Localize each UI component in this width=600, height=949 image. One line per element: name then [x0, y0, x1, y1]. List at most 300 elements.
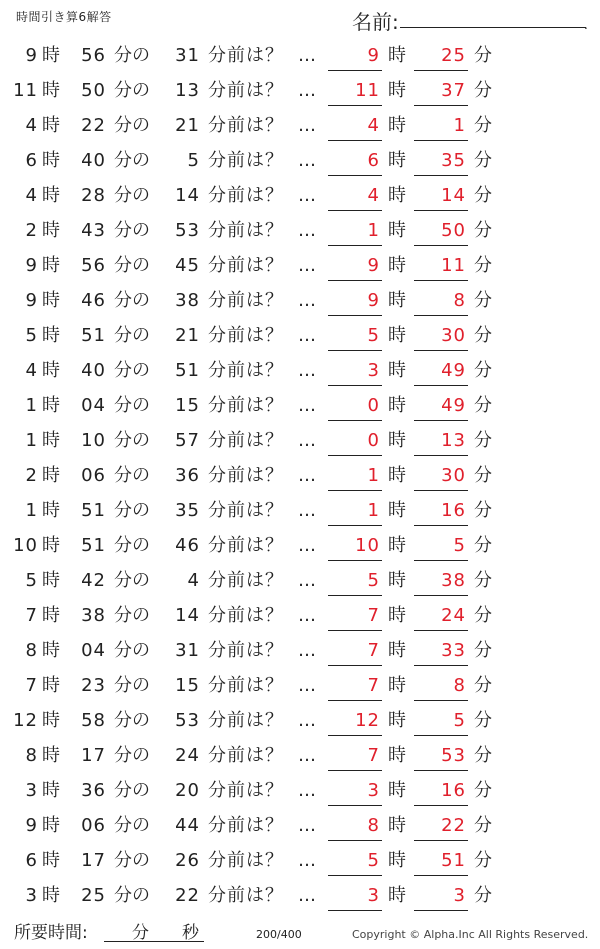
start-hour: 1 — [25, 395, 38, 416]
answer-hour-unit: 時 — [388, 465, 406, 486]
answer-minute-blank[interactable] — [414, 70, 468, 71]
hour-unit: 時 — [42, 500, 60, 521]
start-minute: 36 — [81, 780, 106, 801]
question-text: 分前は？ — [208, 885, 284, 906]
answer-hour: 4 — [367, 185, 380, 206]
ellipsis: … — [298, 255, 316, 276]
answer-hour-blank[interactable] — [328, 595, 382, 596]
answer-hour-unit: 時 — [388, 780, 406, 801]
hour-unit: 時 — [42, 115, 60, 136]
problem-row — [0, 668, 600, 703]
minutes-before: 38 — [175, 290, 200, 311]
ellipsis: … — [298, 325, 316, 346]
answer-minute-blank[interactable] — [414, 105, 468, 106]
minute-of-unit: 分の — [114, 500, 150, 521]
problem-row — [0, 108, 600, 143]
name-field-end-dot: . — [584, 18, 588, 32]
minute-of-unit: 分の — [114, 430, 150, 451]
start-hour: 7 — [25, 605, 38, 626]
name-field[interactable] — [400, 27, 586, 28]
question-text: 分前は？ — [208, 80, 284, 101]
answer-hour: 5 — [367, 325, 380, 346]
hour-unit: 時 — [42, 710, 60, 731]
answer-hour-blank[interactable] — [328, 210, 382, 211]
start-hour: 1 — [25, 500, 38, 521]
hour-unit: 時 — [42, 570, 60, 591]
answer-minute-unit: 分 — [474, 605, 492, 626]
answer-minute: 5 — [453, 710, 466, 731]
answer-minute-unit: 分 — [474, 430, 492, 451]
ellipsis: … — [298, 150, 316, 171]
start-minute: 43 — [81, 220, 106, 241]
minute-of-unit: 分の — [114, 850, 150, 871]
answer-minute-blank[interactable] — [414, 805, 468, 806]
hour-unit: 時 — [42, 430, 60, 451]
answer-hour-unit: 時 — [388, 675, 406, 696]
minutes-before: 4 — [187, 570, 200, 591]
answer-minute-blank[interactable] — [414, 595, 468, 596]
start-hour: 9 — [25, 290, 38, 311]
answer-minute-blank[interactable] — [414, 175, 468, 176]
start-minute: 40 — [81, 150, 106, 171]
answer-minute: 49 — [441, 360, 466, 381]
start-hour: 9 — [25, 815, 38, 836]
minutes-before: 44 — [175, 815, 200, 836]
answer-hour: 1 — [367, 500, 380, 521]
question-text: 分前は？ — [208, 780, 284, 801]
answer-minute-unit: 分 — [474, 80, 492, 101]
minutes-before: 53 — [175, 220, 200, 241]
minute-of-unit: 分の — [114, 360, 150, 381]
answer-hour-unit: 時 — [388, 535, 406, 556]
answer-hour-unit: 時 — [388, 185, 406, 206]
answer-minute: 50 — [441, 220, 466, 241]
ellipsis: … — [298, 430, 316, 451]
answer-minute-unit: 分 — [474, 255, 492, 276]
answer-minute: 51 — [441, 850, 466, 871]
answer-minute: 24 — [441, 605, 466, 626]
answer-minute-unit: 分 — [474, 185, 492, 206]
start-minute: 51 — [81, 500, 106, 521]
answer-minute-unit: 分 — [474, 640, 492, 661]
answer-minute-blank[interactable] — [414, 700, 468, 701]
start-hour: 8 — [25, 640, 38, 661]
answer-hour-blank[interactable] — [328, 525, 382, 526]
answer-minute: 38 — [441, 570, 466, 591]
question-text: 分前は？ — [208, 185, 284, 206]
start-minute: 42 — [81, 570, 106, 591]
answer-minute-blank[interactable] — [414, 665, 468, 666]
problem-row — [0, 458, 600, 493]
minute-of-unit: 分の — [114, 465, 150, 486]
minutes-before: 46 — [175, 535, 200, 556]
answer-minute-unit: 分 — [474, 745, 492, 766]
ellipsis: … — [298, 45, 316, 66]
minute-of-unit: 分の — [114, 885, 150, 906]
start-minute: 04 — [81, 640, 106, 661]
minutes-before: 24 — [175, 745, 200, 766]
answer-hour: 7 — [367, 745, 380, 766]
answer-minute-unit: 分 — [474, 815, 492, 836]
answer-hour: 3 — [367, 780, 380, 801]
answer-hour-blank[interactable] — [328, 385, 382, 386]
answer-minute: 35 — [441, 150, 466, 171]
answer-hour-blank[interactable] — [328, 735, 382, 736]
hour-unit: 時 — [42, 535, 60, 556]
problem-row — [0, 703, 600, 738]
minutes-before: 15 — [175, 675, 200, 696]
time-minute-label: 分 — [132, 923, 149, 943]
answer-hour: 9 — [367, 45, 380, 66]
problem-row — [0, 773, 600, 808]
start-minute: 50 — [81, 80, 106, 101]
answer-minute: 11 — [441, 255, 466, 276]
answer-minute-unit: 分 — [474, 885, 492, 906]
answer-hour-unit: 時 — [388, 570, 406, 591]
start-minute: 17 — [81, 745, 106, 766]
answer-hour: 10 — [355, 535, 380, 556]
minute-of-unit: 分の — [114, 815, 150, 836]
answer-hour-blank[interactable] — [328, 700, 382, 701]
hour-unit: 時 — [42, 395, 60, 416]
answer-hour: 12 — [355, 710, 380, 731]
answer-hour-unit: 時 — [388, 150, 406, 171]
minute-of-unit: 分の — [114, 745, 150, 766]
hour-unit: 時 — [42, 850, 60, 871]
minute-of-unit: 分の — [114, 640, 150, 661]
hour-unit: 時 — [42, 290, 60, 311]
question-text: 分前は？ — [208, 465, 284, 486]
start-minute: 22 — [81, 115, 106, 136]
ellipsis: … — [298, 675, 316, 696]
name-label: 名前: — [352, 10, 399, 34]
answer-hour: 1 — [367, 220, 380, 241]
answer-minute-blank[interactable] — [414, 245, 468, 246]
answer-hour: 5 — [367, 850, 380, 871]
answer-minute-blank[interactable] — [414, 140, 468, 141]
start-minute: 51 — [81, 535, 106, 556]
answer-hour: 7 — [367, 640, 380, 661]
minutes-before: 31 — [175, 45, 200, 66]
answer-hour-blank[interactable] — [328, 630, 382, 631]
answer-hour-unit: 時 — [388, 290, 406, 311]
hour-unit: 時 — [42, 675, 60, 696]
question-text: 分前は？ — [208, 500, 284, 521]
answer-minute-blank[interactable] — [414, 420, 468, 421]
answer-hour-unit: 時 — [388, 850, 406, 871]
minutes-before: 26 — [175, 850, 200, 871]
answer-hour-blank[interactable] — [328, 665, 382, 666]
answer-hour-blank[interactable] — [328, 805, 382, 806]
start-minute: 46 — [81, 290, 106, 311]
answer-hour-unit: 時 — [388, 45, 406, 66]
ellipsis: … — [298, 185, 316, 206]
answer-minute: 8 — [453, 675, 466, 696]
answer-minute-unit: 分 — [474, 45, 492, 66]
answer-hour-unit: 時 — [388, 395, 406, 416]
ellipsis: … — [298, 80, 316, 101]
answer-minute-blank[interactable] — [414, 560, 468, 561]
start-hour: 3 — [25, 780, 38, 801]
problem-row — [0, 808, 600, 843]
answer-minute-blank[interactable] — [414, 875, 468, 876]
answer-minute-unit: 分 — [474, 360, 492, 381]
answer-minute-unit: 分 — [474, 500, 492, 521]
answer-hour-blank[interactable] — [328, 770, 382, 771]
minute-of-unit: 分の — [114, 675, 150, 696]
hour-unit: 時 — [42, 815, 60, 836]
start-hour: 6 — [25, 850, 38, 871]
start-hour: 9 — [25, 255, 38, 276]
answer-hour: 3 — [367, 360, 380, 381]
ellipsis: … — [298, 220, 316, 241]
answer-minute: 53 — [441, 745, 466, 766]
ellipsis: … — [298, 885, 316, 906]
start-minute: 51 — [81, 325, 106, 346]
answer-minute-blank[interactable] — [414, 525, 468, 526]
answer-minute-blank[interactable] — [414, 735, 468, 736]
problem-row — [0, 283, 600, 318]
minute-of-unit: 分の — [114, 115, 150, 136]
copyright-text: Copyright © Alpha.Inc All Rights Reserved. — [352, 928, 589, 941]
minutes-before: 53 — [175, 710, 200, 731]
ellipsis: … — [298, 570, 316, 591]
answer-minute-blank[interactable] — [414, 315, 468, 316]
answer-minute-blank[interactable] — [414, 630, 468, 631]
answer-hour: 0 — [367, 430, 380, 451]
start-minute: 56 — [81, 45, 106, 66]
minutes-before: 35 — [175, 500, 200, 521]
minutes-before: 15 — [175, 395, 200, 416]
problem-list — [0, 38, 600, 913]
problem-row — [0, 878, 600, 913]
answer-hour-unit: 時 — [388, 815, 406, 836]
answer-minute: 16 — [441, 500, 466, 521]
minutes-before: 31 — [175, 640, 200, 661]
answer-minute-unit: 分 — [474, 115, 492, 136]
answer-minute-unit: 分 — [474, 395, 492, 416]
answer-hour: 6 — [367, 150, 380, 171]
answer-hour: 11 — [355, 80, 380, 101]
answer-hour-blank[interactable] — [328, 245, 382, 246]
minute-of-unit: 分の — [114, 570, 150, 591]
question-text: 分前は？ — [208, 290, 284, 311]
answer-minute-blank[interactable] — [414, 490, 468, 491]
start-minute: 06 — [81, 815, 106, 836]
answer-hour-blank[interactable] — [328, 490, 382, 491]
start-hour: 6 — [25, 150, 38, 171]
start-hour: 9 — [25, 45, 38, 66]
hour-unit: 時 — [42, 80, 60, 101]
answer-minute: 3 — [453, 885, 466, 906]
minutes-before: 51 — [175, 360, 200, 381]
answer-minute-blank[interactable] — [414, 385, 468, 386]
answer-hour-blank[interactable] — [328, 840, 382, 841]
ellipsis: … — [298, 395, 316, 416]
start-hour: 8 — [25, 745, 38, 766]
answer-minute: 1 — [453, 115, 466, 136]
answer-hour-unit: 時 — [388, 220, 406, 241]
answer-minute-unit: 分 — [474, 675, 492, 696]
ellipsis: … — [298, 640, 316, 661]
hour-unit: 時 — [42, 465, 60, 486]
start-hour: 10 — [13, 535, 38, 556]
start-hour: 2 — [25, 465, 38, 486]
question-text: 分前は？ — [208, 535, 284, 556]
hour-unit: 時 — [42, 885, 60, 906]
minute-of-unit: 分の — [114, 710, 150, 731]
answer-hour-unit: 時 — [388, 325, 406, 346]
answer-hour-blank[interactable] — [328, 455, 382, 456]
ellipsis: … — [298, 605, 316, 626]
hour-unit: 時 — [42, 325, 60, 346]
answer-hour-blank[interactable] — [328, 875, 382, 876]
minute-of-unit: 分の — [114, 395, 150, 416]
ellipsis: … — [298, 500, 316, 521]
answer-hour: 7 — [367, 675, 380, 696]
question-text: 分前は？ — [208, 255, 284, 276]
question-text: 分前は？ — [208, 325, 284, 346]
answer-minute-unit: 分 — [474, 150, 492, 171]
start-hour: 4 — [25, 185, 38, 206]
start-hour: 11 — [13, 80, 38, 101]
answer-minute-blank[interactable] — [414, 910, 468, 911]
hour-unit: 時 — [42, 255, 60, 276]
answer-minute-unit: 分 — [474, 570, 492, 591]
answer-minute-blank[interactable] — [414, 770, 468, 771]
minute-of-unit: 分の — [114, 150, 150, 171]
answer-hour: 9 — [367, 290, 380, 311]
hour-unit: 時 — [42, 150, 60, 171]
answer-minute-unit: 分 — [474, 325, 492, 346]
start-hour: 3 — [25, 885, 38, 906]
start-hour: 5 — [25, 570, 38, 591]
answer-minute: 22 — [441, 815, 466, 836]
ellipsis: … — [298, 815, 316, 836]
answer-hour-unit: 時 — [388, 885, 406, 906]
question-text: 分前は？ — [208, 115, 284, 136]
answer-minute: 13 — [441, 430, 466, 451]
start-minute: 23 — [81, 675, 106, 696]
answer-hour: 1 — [367, 465, 380, 486]
answer-minute: 5 — [453, 535, 466, 556]
start-hour: 12 — [13, 710, 38, 731]
answer-minute-unit: 分 — [474, 535, 492, 556]
start-minute: 25 — [81, 885, 106, 906]
answer-minute: 30 — [441, 325, 466, 346]
hour-unit: 時 — [42, 745, 60, 766]
answer-minute: 30 — [441, 465, 466, 486]
answer-hour: 3 — [367, 885, 380, 906]
problem-row — [0, 318, 600, 353]
answer-minute-blank[interactable] — [414, 840, 468, 841]
question-text: 分前は？ — [208, 710, 284, 731]
question-text: 分前は？ — [208, 605, 284, 626]
answer-minute-blank[interactable] — [414, 210, 468, 211]
minutes-before: 45 — [175, 255, 200, 276]
start-minute: 17 — [81, 850, 106, 871]
start-hour: 4 — [25, 360, 38, 381]
answer-hour-unit: 時 — [388, 500, 406, 521]
hour-unit: 時 — [42, 640, 60, 661]
problem-row — [0, 738, 600, 773]
question-text: 分前は？ — [208, 850, 284, 871]
answer-minute-blank[interactable] — [414, 280, 468, 281]
minute-of-unit: 分の — [114, 220, 150, 241]
answer-hour-unit: 時 — [388, 640, 406, 661]
answer-minute-unit: 分 — [474, 850, 492, 871]
problem-row — [0, 353, 600, 388]
problem-row — [0, 423, 600, 458]
problem-row — [0, 213, 600, 248]
problem-row — [0, 73, 600, 108]
minute-of-unit: 分の — [114, 80, 150, 101]
problem-row — [0, 843, 600, 878]
answer-hour-blank[interactable] — [328, 105, 382, 106]
answer-hour-blank[interactable] — [328, 280, 382, 281]
start-minute: 56 — [81, 255, 106, 276]
answer-hour-unit: 時 — [388, 360, 406, 381]
answer-hour-unit: 時 — [388, 115, 406, 136]
hour-unit: 時 — [42, 220, 60, 241]
ellipsis: … — [298, 745, 316, 766]
answer-hour-blank[interactable] — [328, 560, 382, 561]
minute-of-unit: 分の — [114, 535, 150, 556]
answer-minute-blank[interactable] — [414, 350, 468, 351]
question-text: 分前は？ — [208, 360, 284, 381]
start-hour: 2 — [25, 220, 38, 241]
minute-of-unit: 分の — [114, 325, 150, 346]
question-text: 分前は？ — [208, 430, 284, 451]
start-minute: 28 — [81, 185, 106, 206]
answer-minute-unit: 分 — [474, 220, 492, 241]
answer-minute: 33 — [441, 640, 466, 661]
minute-of-unit: 分の — [114, 185, 150, 206]
problem-row — [0, 598, 600, 633]
answer-hour-unit: 時 — [388, 605, 406, 626]
ellipsis: … — [298, 710, 316, 731]
answer-hour-unit: 時 — [388, 430, 406, 451]
minute-of-unit: 分の — [114, 255, 150, 276]
answer-minute-blank[interactable] — [414, 455, 468, 456]
answer-hour-blank[interactable] — [328, 315, 382, 316]
answer-minute: 16 — [441, 780, 466, 801]
answer-hour-blank[interactable] — [328, 420, 382, 421]
ellipsis: … — [298, 360, 316, 381]
minutes-before: 5 — [187, 150, 200, 171]
question-text: 分前は？ — [208, 45, 284, 66]
answer-hour: 5 — [367, 570, 380, 591]
problem-row — [0, 563, 600, 598]
answer-hour: 4 — [367, 115, 380, 136]
minute-of-unit: 分の — [114, 780, 150, 801]
answer-minute: 14 — [441, 185, 466, 206]
minute-of-unit: 分の — [114, 290, 150, 311]
answer-hour-blank[interactable] — [328, 140, 382, 141]
answer-hour-blank[interactable] — [328, 350, 382, 351]
answer-hour: 0 — [367, 395, 380, 416]
answer-hour-blank[interactable] — [328, 70, 382, 71]
hour-unit: 時 — [42, 605, 60, 626]
problem-row — [0, 633, 600, 668]
worksheet-title: 時間引き算6解答 — [16, 10, 112, 24]
answer-hour-unit: 時 — [388, 745, 406, 766]
minutes-before: 22 — [175, 885, 200, 906]
answer-hour-blank[interactable] — [328, 175, 382, 176]
answer-hour: 9 — [367, 255, 380, 276]
answer-hour-blank[interactable] — [328, 910, 382, 911]
minutes-before: 36 — [175, 465, 200, 486]
